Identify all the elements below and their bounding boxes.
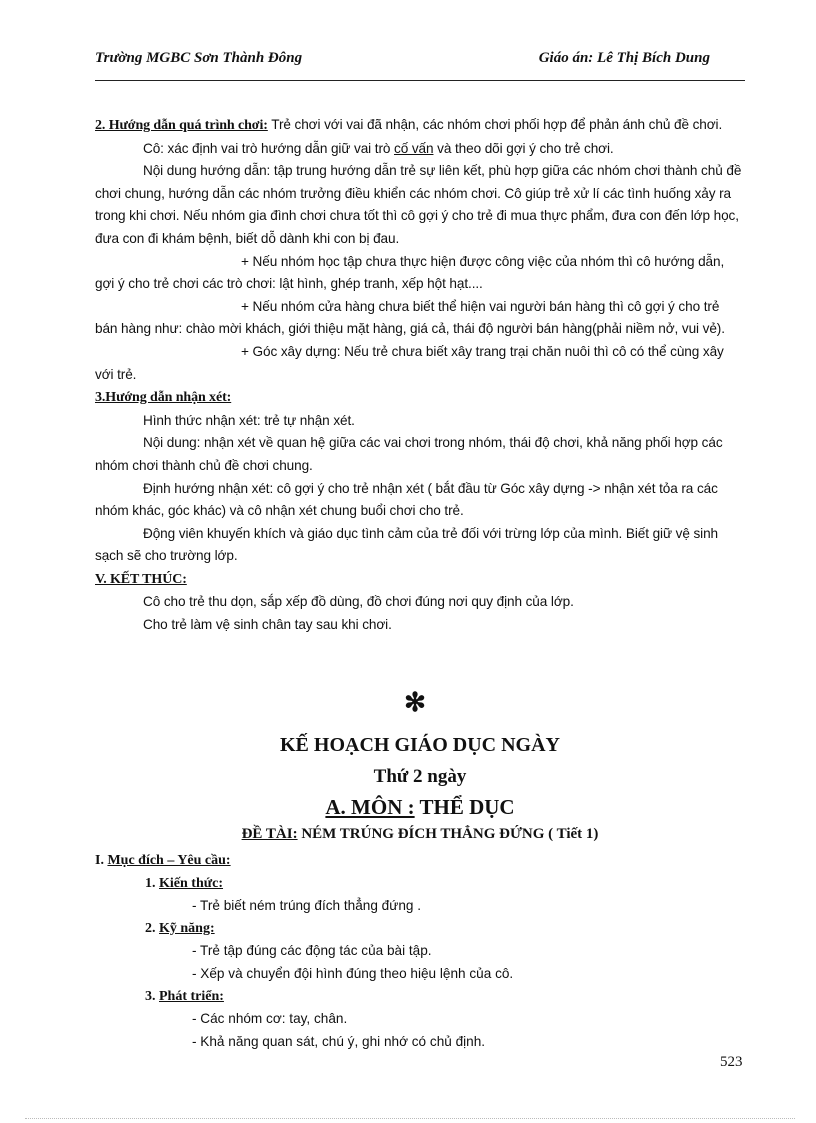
section3-p3: Định hướng nhận xét: cô gợi ý cho trẻ nhận xét ( bắt đầu từ Góc xây dựng -> nhận xét tỏa ra các nhóm khác, góc khác) và cô nhận xét chung buổi chơi cho trẻ. <box>95 480 718 519</box>
knowledge-item: - Trẻ biết ném trúng đích thẳng đứng . <box>192 898 421 914</box>
section3-p4: Động viên khuyến khích và giáo dục tình cảm của trẻ đối với trừng lớp của mình. Biết giữ vệ sinh sạch sẽ cho trường lớp. <box>95 525 719 564</box>
dev-heading <box>95 986 745 1009</box>
plan-subject <box>95 795 745 820</box>
section2-intro-text: Trẻ chơi với vai đã nhận, các nhóm chơi phối hợp để phản ánh chủ đề chơi. <box>267 117 723 132</box>
separator-glyph: ✻ <box>404 688 426 717</box>
lesson-outline <box>95 850 745 1053</box>
footer-divider <box>25 1118 795 1119</box>
section2-p1-u: cố vấn <box>394 140 434 156</box>
section5-p2: Cho trẻ làm vệ sinh chân tay sau khi chơi. <box>143 617 392 633</box>
dev-num: 3. <box>145 988 159 1004</box>
section2-intro <box>95 114 745 138</box>
skills-item-1: - Trẻ tập đúng các động tác của bài tập. <box>192 943 432 959</box>
skills-label: Kỹ năng: <box>159 920 215 936</box>
dev-label: Phát triển: <box>159 988 224 1004</box>
section2-p2: Nội dung hướng dẫn: tập trung hướng dẫn trẻ sự liên kết, phù hợp giữa các nhóm chơi thành chủ đề chơi chung, hướng dẫn các nhóm trưởng điều khiển các nhóm chơi. Cô giúp trẻ xử lí các tình huống xảy ra trong khi chơi. Nếu nhóm gia đình chơi chưa tốt thì cô gợi ý cho trẻ đi mua thực phẩm, đưa con đến lớp học, đưa con đi khám bệnh, biết dỗ dành khi con bị đau. <box>95 163 742 246</box>
purpose-num: I. <box>95 853 108 868</box>
plan-title: KẾ HOẠCH GIÁO DỤC NGÀY <box>279 734 560 756</box>
section2-p3: + Nếu nhóm học tập chưa thực hiện được công việc của nhóm thì cô hướng dẫn, gợi ý cho trẻ chơi các trò chơi: lật hình, ghép tranh, xếp hột hạt.... <box>95 253 725 292</box>
skills-heading <box>95 918 745 941</box>
section2-p4: + Nếu nhóm cửa hàng chưa biết thể hiện vai người bán hàng thì cô gợi ý cho trẻ bán hàng như: chào mời khách, giới thiệu mặt hàng, giá cả, thái độ người bán hàng(phải niềm nở, vui vẻ). <box>95 298 725 337</box>
dev-item-2: - Khả năng quan sát, chú ý, ghi nhớ có chủ định. <box>192 1033 486 1049</box>
topic-name: NÉM TRÚNG ĐÍCH THẲNG ĐỨNG ( Tiết 1) <box>297 826 599 842</box>
subject-label: A. MÔN : <box>325 795 415 819</box>
section2-p1 <box>95 138 745 161</box>
section5-heading-line <box>95 568 745 592</box>
section2-p5: + Góc xây dựng: Nếu trẻ chưa biết xây trang trại chăn nuôi thì cô có thể cùng xây với trẻ. <box>95 343 724 382</box>
topic-label: ĐỀ TÀI: <box>241 826 298 842</box>
section3-heading: 3.Hướng dẫn nhận xét: <box>95 390 232 406</box>
skills-num: 2. <box>145 920 159 936</box>
section3-p2: Nội dung: nhận xét về quan hệ giữa các vai chơi trong nhóm, thái độ chơi, khả năng phối hợp các nhóm chơi thành chủ đề chơi chung. <box>95 435 723 473</box>
subject-name: THỂ DỤC <box>414 795 515 819</box>
header-teacher: Giáo án: Lê Thị Bích Dung <box>538 50 710 66</box>
skills-item-2: - Xếp và chuyển đội hình đúng theo hiệu lệnh của cô. <box>192 965 514 981</box>
knowledge-label: Kiến thức: <box>159 875 224 891</box>
header-school: Trường MGBC Sơn Thành Đông <box>95 50 303 66</box>
section5-heading: V. KẾT THÚC: <box>95 571 187 587</box>
section3-heading-line <box>95 386 745 410</box>
dev-item-1: - Các nhóm cơ: tay, chân. <box>192 1011 348 1027</box>
purpose-heading <box>95 850 745 873</box>
knowledge-num: 1. <box>145 875 159 891</box>
page-header <box>95 50 710 76</box>
page-number: 523 <box>720 1054 743 1070</box>
header-divider <box>95 80 745 81</box>
knowledge-heading <box>95 873 745 896</box>
plan-topic <box>95 826 745 843</box>
plan-day: Thứ 2 ngày <box>373 766 467 787</box>
purpose-label: Mục đích – Yêu cầu: <box>107 853 231 868</box>
section2-p1-b: và theo dõi gợi ý cho trẻ chơi. <box>433 140 614 156</box>
section2-p1-a: Cô: xác định vai trò hướng dẫn giữ vai trò <box>143 140 395 156</box>
lesson-body <box>95 114 745 637</box>
section5-p1: Cô cho trẻ thu dọn, sắp xếp đồ dùng, đồ chơi đúng nơi quy định của lớp. <box>143 594 574 610</box>
section2-heading: 2. Hướng dẫn quá trình chơi: <box>95 118 268 133</box>
section3-p1: Hình thức nhận xét: trẻ tự nhận xét. <box>143 412 355 428</box>
